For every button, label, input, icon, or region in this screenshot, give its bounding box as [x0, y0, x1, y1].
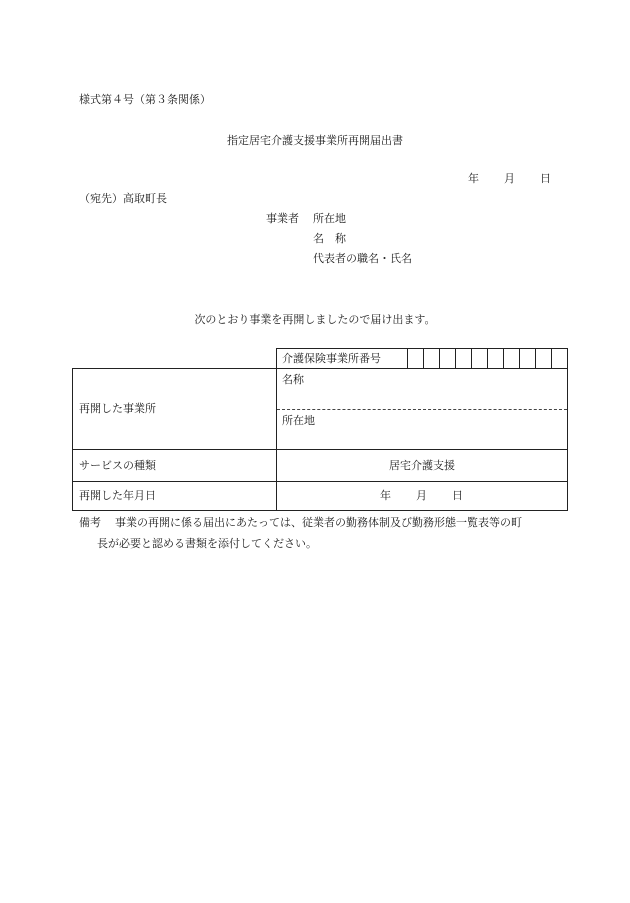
insurance-number-digit-6[interactable] [488, 349, 503, 368]
addressee: （宛先）高取町長 [79, 192, 167, 205]
business-representative-label: 代表者の職名・氏名 [313, 252, 412, 265]
reopen-date-year: 年 [380, 489, 391, 502]
submission-date [468, 172, 551, 186]
reopen-date-month: 月 [416, 489, 427, 502]
table-border-left [72, 368, 73, 511]
reopened-office-label: 再開した事業所 [79, 402, 156, 415]
insurance-number-digit-10[interactable] [552, 349, 567, 368]
insurance-number-label: 介護保険事業所番号 [282, 352, 381, 365]
business-location-label: 所在地 [313, 212, 346, 225]
office-name-location-divider [277, 409, 567, 410]
table-border-middle [276, 348, 277, 511]
office-location-label: 所在地 [282, 414, 315, 427]
reopen-date-day: 日 [452, 489, 463, 502]
insurance-number-digit-1[interactable] [408, 349, 423, 368]
table-border-right [567, 348, 568, 511]
document-title: 指定居宅介護支援事業所再開届出書 [227, 134, 403, 147]
business-label: 事業者 [266, 212, 299, 225]
date-day: 日 [540, 172, 551, 185]
note-text-line1: 事業の再開に係る届出にあたっては、従業者の勤務体制及び勤務形態一覧表等の町 [115, 516, 522, 529]
reopen-date-label: 再開した年月日 [79, 489, 156, 502]
business-name-label: 名 称 [313, 232, 346, 245]
insurance-number-digit-5[interactable] [472, 349, 487, 368]
insurance-number-digit-8[interactable] [520, 349, 535, 368]
table-border-row1 [72, 368, 568, 369]
reopen-date-value [380, 489, 463, 503]
service-type-label: サービスの種類 [79, 459, 156, 472]
date-year: 年 [468, 172, 479, 185]
table-border-row2 [72, 449, 568, 450]
note-text-line2: 長が必要と認める書類を添付してください。 [97, 537, 317, 550]
table-border-bottom [72, 510, 568, 511]
table-border-row3 [72, 481, 568, 482]
insurance-number-digit-2[interactable] [424, 349, 439, 368]
service-type-value: 居宅介護支援 [389, 459, 455, 472]
note-label: 備考 [79, 516, 101, 529]
insurance-number-digit-9[interactable] [536, 349, 551, 368]
office-name-label: 名称 [282, 373, 304, 386]
form-number: 様式第４号（第３条関係） [79, 93, 211, 106]
intro-statement: 次のとおり事業を再開しましたので届け出ます。 [194, 313, 436, 326]
insurance-number-digit-3[interactable] [440, 349, 455, 368]
insurance-number-digit-7[interactable] [504, 349, 519, 368]
date-month: 月 [504, 172, 515, 185]
insurance-number-digit-4[interactable] [456, 349, 471, 368]
